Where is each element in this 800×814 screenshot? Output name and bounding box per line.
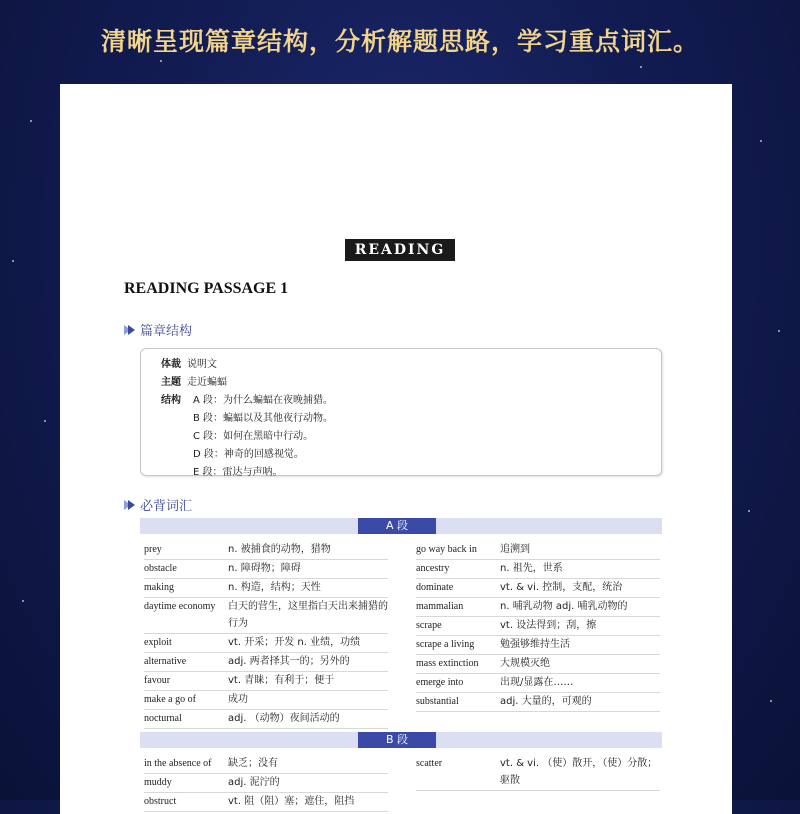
vocab-definition: vt. 阻（阻）塞；遮住，阻挡 [228,796,355,807]
vocab-list-a-right [416,541,660,712]
paragraph-b-bar [140,732,662,748]
structure-item: C 段：如何在黑暗中行动。 [193,431,314,442]
vocab-word: in the absence of [144,758,212,769]
genre-row: 体裁 说明文 [161,359,217,370]
vocab-row [416,693,660,712]
vocab-definition: 出现/显露在…… [500,677,574,688]
banner-title: 清晰呈现篇章结构，分析解题思路，学习重点词汇。 [100,27,699,56]
vocab-row [144,541,388,560]
paragraph-b-label: B 段 [358,732,436,748]
vocab-definition: n. 构造，结构；天性 [228,582,321,593]
vocab-definition: 追溯到 [500,544,530,555]
vocab-list-b-left [144,755,388,812]
structure-item: D 段：神奇的回感视觉。 [193,449,304,460]
vocab-row [144,560,388,579]
double-arrow-icon [124,499,136,511]
vocab-row [416,755,660,791]
vocab-word: obstacle [144,563,177,574]
vocab-row [144,710,388,729]
vocab-definition: adj. 两者择其一的；另外的 [228,656,350,667]
vocab-list-a-left [144,541,388,729]
vocab-definition: n. 障碍物；障碍 [228,563,301,574]
vocab-definition: 白天的营生，这里指白天出来捕猎的行为 [228,601,388,629]
structure-item: E 段：雷达与声呐。 [193,467,283,478]
vocab-definition: vt. 青睐；有利于；便于 [228,675,335,686]
vocab-word: muddy [144,777,172,788]
vocab-word: favour [144,675,171,686]
vocab-definition: adj. 泥泞的 [228,777,280,788]
vocab-word: scrape [416,620,442,631]
vocab-definition: vt. 开采；开发 n. 业绩，功绩 [228,637,361,648]
vocab-row [144,774,388,793]
vocab-definition: n. 祖先，世系 [500,563,563,574]
vocab-word: emerge into [416,677,464,688]
vocab-word: mammalian [416,601,464,612]
structure-row: 结构 [161,395,181,406]
structure-item: A 段：为什么蝙蝠在夜晚捕猎。 [193,395,334,406]
vocab-row [144,691,388,710]
vocab-word: substantial [416,696,459,707]
structure-heading [124,320,192,339]
vocab-word: scrape a living [416,639,475,650]
vocab-definition: n. 被捕食的动物，猎物 [228,544,331,555]
vocab-row [416,579,660,598]
vocab-row [416,541,660,560]
reading-badge: READING [345,239,455,261]
vocab-word: making [144,582,174,593]
vocab-definition: vt. 设法得到；刮，擦 [500,620,597,631]
vocab-list-b-right [416,755,660,791]
double-arrow-icon [124,324,136,336]
vocab-definition: adj. （动物）夜间活动的 [228,713,340,724]
document-page [60,84,732,814]
vocab-row [416,674,660,693]
vocab-word: scatter [416,758,443,769]
vocab-row [416,636,660,655]
vocab-row [416,560,660,579]
vocab-word: daytime economy [144,601,216,612]
vocab-word: prey [144,544,162,555]
vocab-word: go way back in [416,544,477,555]
vocab-row [144,579,388,598]
vocab-row [144,598,388,634]
vocab-row [416,655,660,674]
vocab-definition: 大规模灭绝 [500,658,550,669]
vocab-row [144,672,388,691]
vocab-heading [124,495,192,514]
vocab-row [144,653,388,672]
vocab-word: ancestry [416,563,450,574]
vocab-row [416,617,660,636]
structure-heading-label: 篇章结构 [140,324,193,339]
structure-box [140,348,662,476]
vocab-row [144,634,388,653]
vocab-definition: 缺乏；没有 [228,758,278,769]
vocab-definition: vt. & vi. 控制，支配，统治 [500,582,623,593]
vocab-heading-label: 必背词汇 [140,499,193,514]
vocab-definition: n. 哺乳动物 adj. 哺乳动物的 [500,601,628,612]
topic-row: 主题 走近蝙蝠 [161,377,227,388]
vocab-row [144,755,388,774]
vocab-definition: vt. & vi. （使）散开，（使）分散；驱散 [500,758,658,786]
paragraph-a-label: A 段 [358,518,436,534]
vocab-row [144,793,388,812]
vocab-definition: 成功 [228,694,248,705]
vocab-word: alternative [144,656,187,667]
vocab-word: obstruct [144,796,177,807]
vocab-word: dominate [416,582,454,593]
vocab-definition: adj. 大量的，可观的 [500,696,592,707]
passage-title: READING PASSAGE 1 [124,280,289,297]
vocab-word: nocturnal [144,713,182,724]
vocab-definition: 勉强够维持生活 [500,639,570,650]
vocab-row [416,598,660,617]
vocab-word: exploit [144,637,172,648]
paragraph-a-bar [140,518,662,534]
structure-item: B 段：蝙蝠以及其他夜行动物。 [193,413,334,424]
vocab-word: mass extinction [416,658,479,669]
vocab-word: make a go of [144,694,196,705]
